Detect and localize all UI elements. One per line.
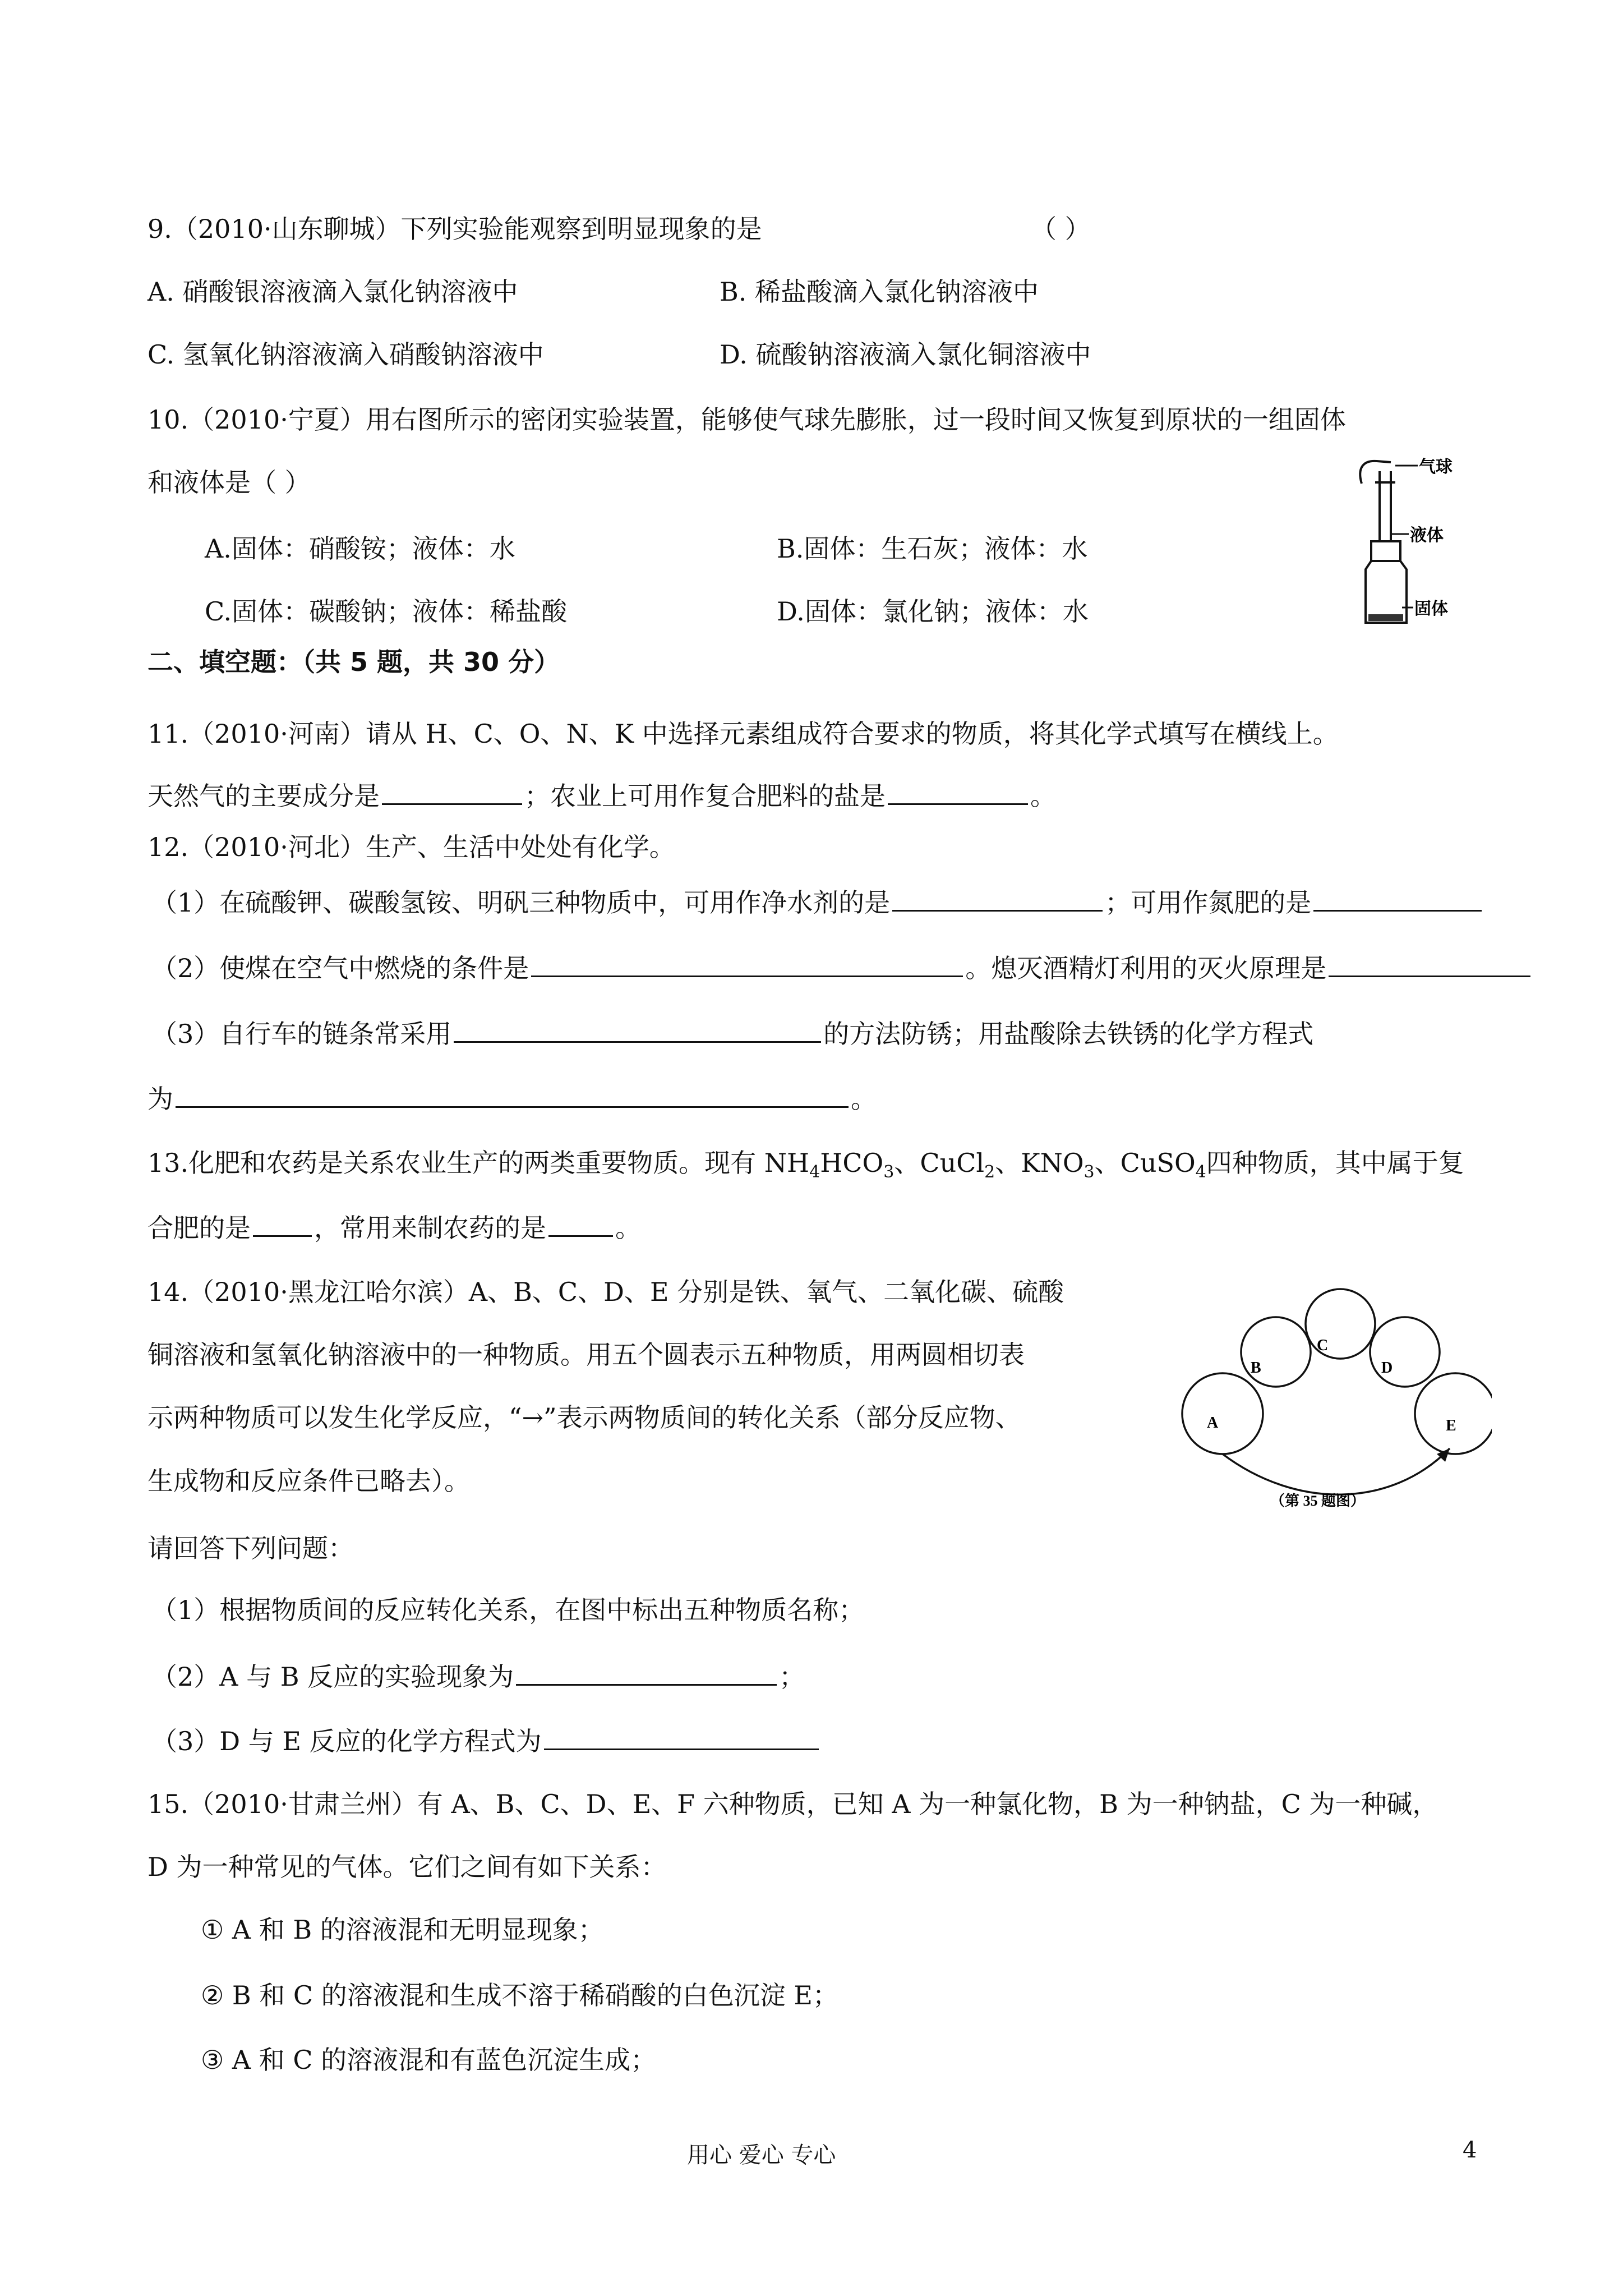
q11-blank-1[interactable] bbox=[382, 779, 522, 805]
q11-text-3: 。 bbox=[1030, 781, 1056, 811]
label-b: B bbox=[1251, 1359, 1261, 1377]
conversion-arrow bbox=[1223, 1448, 1450, 1494]
label-liquid: 液体 bbox=[1410, 526, 1444, 545]
footer-motto: 用心 爱心 专心 bbox=[687, 2142, 836, 2168]
q12-s4-blank[interactable] bbox=[176, 1082, 849, 1108]
q13-sub-b: 3 bbox=[883, 1162, 895, 1182]
q15-item1: ① A 和 B 的溶液混和无明显现象； bbox=[201, 1915, 604, 1945]
q10-stem-line2: 和液体是（ ） bbox=[147, 467, 311, 498]
q13-line2 bbox=[147, 1211, 641, 1245]
figure-caption: （第 35 题图） bbox=[1270, 1493, 1366, 1509]
q14-line2: 铜溶液和氢氧化钠溶液中的一种物质。用五个圆表示五种物质，用两圆相切表 bbox=[147, 1340, 1025, 1370]
q12-sub3 bbox=[151, 1016, 1313, 1051]
q14-line1: 14.（2010·黑龙江哈尔滨）A、B、C、D、E 分别是铁、氧气、二氧化碳、硫酸 bbox=[147, 1277, 1064, 1307]
label-d: D bbox=[1381, 1359, 1393, 1377]
q10-option-b: B.固体：生石灰；液体：水 bbox=[777, 533, 1088, 564]
q13-text-a: 13.化肥和农药是关系农业生产的两类重要物质。现有 NH bbox=[147, 1148, 810, 1178]
q12-sub1 bbox=[151, 885, 1484, 919]
q14-s2-blank[interactable] bbox=[516, 1659, 777, 1686]
label-c: C bbox=[1317, 1337, 1329, 1354]
q13-text-f: 四种物质，其中属于复 bbox=[1206, 1148, 1464, 1178]
q12-s3-text-2: 的方法防锈；用盐酸除去铁锈的化学方程式 bbox=[823, 1019, 1314, 1049]
q12-s2-text-1: （2）使煤在空气中燃烧的条件是 bbox=[151, 953, 529, 983]
q12-s2-blank-1[interactable] bbox=[531, 951, 963, 977]
solid-in-bottle bbox=[1368, 614, 1403, 621]
funnel-tube bbox=[1375, 471, 1395, 541]
q11-line2 bbox=[147, 779, 1056, 813]
q10-apparatus-figure bbox=[1346, 449, 1481, 634]
q15-line1: 15.（2010·甘肃兰州）有 A、B、C、D、E、F 六种物质，已知 A 为一种氯化物，B 为一种钠盐，C 为一种碱， bbox=[147, 1789, 1438, 1819]
q14-line5: 请回答下列问题： bbox=[147, 1533, 354, 1563]
q13-sub-a: 4 bbox=[809, 1162, 820, 1182]
circle-a bbox=[1182, 1373, 1263, 1454]
label-a: A bbox=[1207, 1414, 1219, 1432]
q9-option-d: D. 硫酸钠溶液滴入氯化铜溶液中 bbox=[720, 339, 1091, 370]
q10-stem-line1: 10.（2010·宁夏）用右图所示的密闭实验装置，能够使气球先膨胀，过一段时间又恢复到原状的一组固体 bbox=[147, 404, 1346, 435]
q12-s1-text-1: （1）在硫酸钾、碳酸氢铵、明矾三种物质中，可用作净水剂的是 bbox=[151, 887, 891, 918]
q12-s1-text-2: ；可用作氮肥的是 bbox=[1105, 887, 1312, 918]
q12-s4-text-1: 为 bbox=[147, 1084, 173, 1114]
q13-line2-text-2: ，常用来制农药的是 bbox=[314, 1213, 546, 1243]
q14-s2-text-1: （2）A 与 B 反应的实验现象为 bbox=[151, 1662, 514, 1692]
q9-option-b: B. 稀盐酸滴入氯化钠溶液中 bbox=[720, 277, 1039, 307]
q13-line2-text-3: 。 bbox=[615, 1213, 641, 1243]
section-title: 二、填空题：（共 5 题，共 30 分） bbox=[147, 647, 560, 677]
q13-blank-2[interactable] bbox=[548, 1211, 613, 1237]
q12-s1-blank-1[interactable] bbox=[892, 885, 1103, 912]
q12-sub2 bbox=[151, 951, 1533, 985]
q11-text-1: 天然气的主要成分是 bbox=[147, 781, 380, 811]
q14-sub3 bbox=[151, 1724, 821, 1758]
q9-paren: （ ） bbox=[1031, 214, 1091, 244]
q15-item2: ② B 和 C 的溶液混和生成不溶于稀硝酸的白色沉淀 E； bbox=[201, 1980, 838, 2010]
q9-option-c: C. 氢氧化钠溶液滴入硝酸钠溶液中 bbox=[147, 339, 544, 370]
circle-c bbox=[1306, 1289, 1375, 1359]
q9-stem: 9.（2010·山东聊城）下列实验能观察到明显现象的是 bbox=[147, 214, 762, 244]
q13-text-b: HCO bbox=[820, 1148, 884, 1178]
label-solid: 固体 bbox=[1414, 600, 1448, 618]
q15-line2: D 为一种常见的气体。它们之间有如下关系： bbox=[147, 1852, 667, 1882]
q13-text-d: 、KNO bbox=[995, 1148, 1084, 1178]
q14-circles-figure bbox=[1166, 1273, 1492, 1515]
q11-blank-2[interactable] bbox=[888, 779, 1028, 805]
q12-s2-text-2: 。熄灭酒精灯利用的灭火原理是 bbox=[965, 953, 1327, 983]
label-balloon: 气球 bbox=[1419, 458, 1453, 476]
q9-option-a: A. 硝酸银溶液滴入氯化钠溶液中 bbox=[147, 277, 518, 307]
q13-sub-e: 4 bbox=[1195, 1162, 1206, 1182]
q14-sub1: （1）根据物质间的反应转化关系，在图中标出五种物质名称； bbox=[151, 1595, 865, 1625]
q13-line2-text-1: 合肥的是 bbox=[147, 1213, 251, 1243]
q12-sub3-cont bbox=[147, 1082, 877, 1116]
q14-s3-text: （3）D 与 E 反应的化学方程式为 bbox=[151, 1726, 542, 1756]
q10-option-d: D.固体：氯化钠；液体：水 bbox=[777, 596, 1089, 627]
q15-item3: ③ A 和 C 的溶液混和有蓝色沉淀生成； bbox=[201, 2045, 657, 2075]
q12-line1: 12.（2010·河北）生产、生活中处处有化学。 bbox=[147, 832, 675, 862]
bottle-neck bbox=[1371, 541, 1400, 561]
q12-s3-blank[interactable] bbox=[454, 1016, 821, 1043]
q11-text-2: ；农业上可用作复合肥料的盐是 bbox=[524, 781, 886, 811]
q10-option-c: C.固体：碳酸钠；液体：稀盐酸 bbox=[205, 596, 568, 627]
q13-sub-d: 3 bbox=[1083, 1162, 1095, 1182]
q12-s3-text-1: （3）自行车的链条常采用 bbox=[151, 1019, 452, 1049]
q13-text-c: 、CuCl bbox=[894, 1148, 985, 1178]
circle-e bbox=[1415, 1373, 1492, 1454]
q14-line3: 示两种物质可以发生化学反应，“→”表示两物质间的转化关系（部分反应物、 bbox=[147, 1402, 1021, 1433]
q13-line1 bbox=[147, 1146, 1464, 1189]
q14-s3-blank[interactable] bbox=[544, 1724, 819, 1750]
q12-s1-blank-2[interactable] bbox=[1313, 885, 1482, 912]
q14-line4: 生成物和反应条件已略去）。 bbox=[147, 1466, 470, 1496]
q14-s2-text-2: ； bbox=[779, 1662, 805, 1692]
circle-d bbox=[1370, 1317, 1440, 1387]
bottle-body bbox=[1366, 561, 1407, 623]
q13-text-e: 、CuSO bbox=[1094, 1148, 1196, 1178]
q12-s2-blank-2[interactable] bbox=[1329, 951, 1530, 977]
q12-s4-text-2: 。 bbox=[851, 1084, 877, 1114]
q13-sub-c: 2 bbox=[984, 1162, 995, 1182]
q10-option-a: A.固体：硝酸铵；液体：水 bbox=[205, 533, 515, 564]
page-number: 4 bbox=[1463, 2137, 1477, 2163]
balloon-shape bbox=[1360, 461, 1391, 484]
q13-blank-1[interactable] bbox=[253, 1211, 312, 1237]
q11-line1: 11.（2010·河南）请从 H、C、O、N、K 中选择元素组成符合要求的物质，将其化学式填写在横线上。 bbox=[147, 719, 1339, 749]
q14-sub2 bbox=[151, 1659, 805, 1694]
label-e: E bbox=[1446, 1417, 1456, 1434]
